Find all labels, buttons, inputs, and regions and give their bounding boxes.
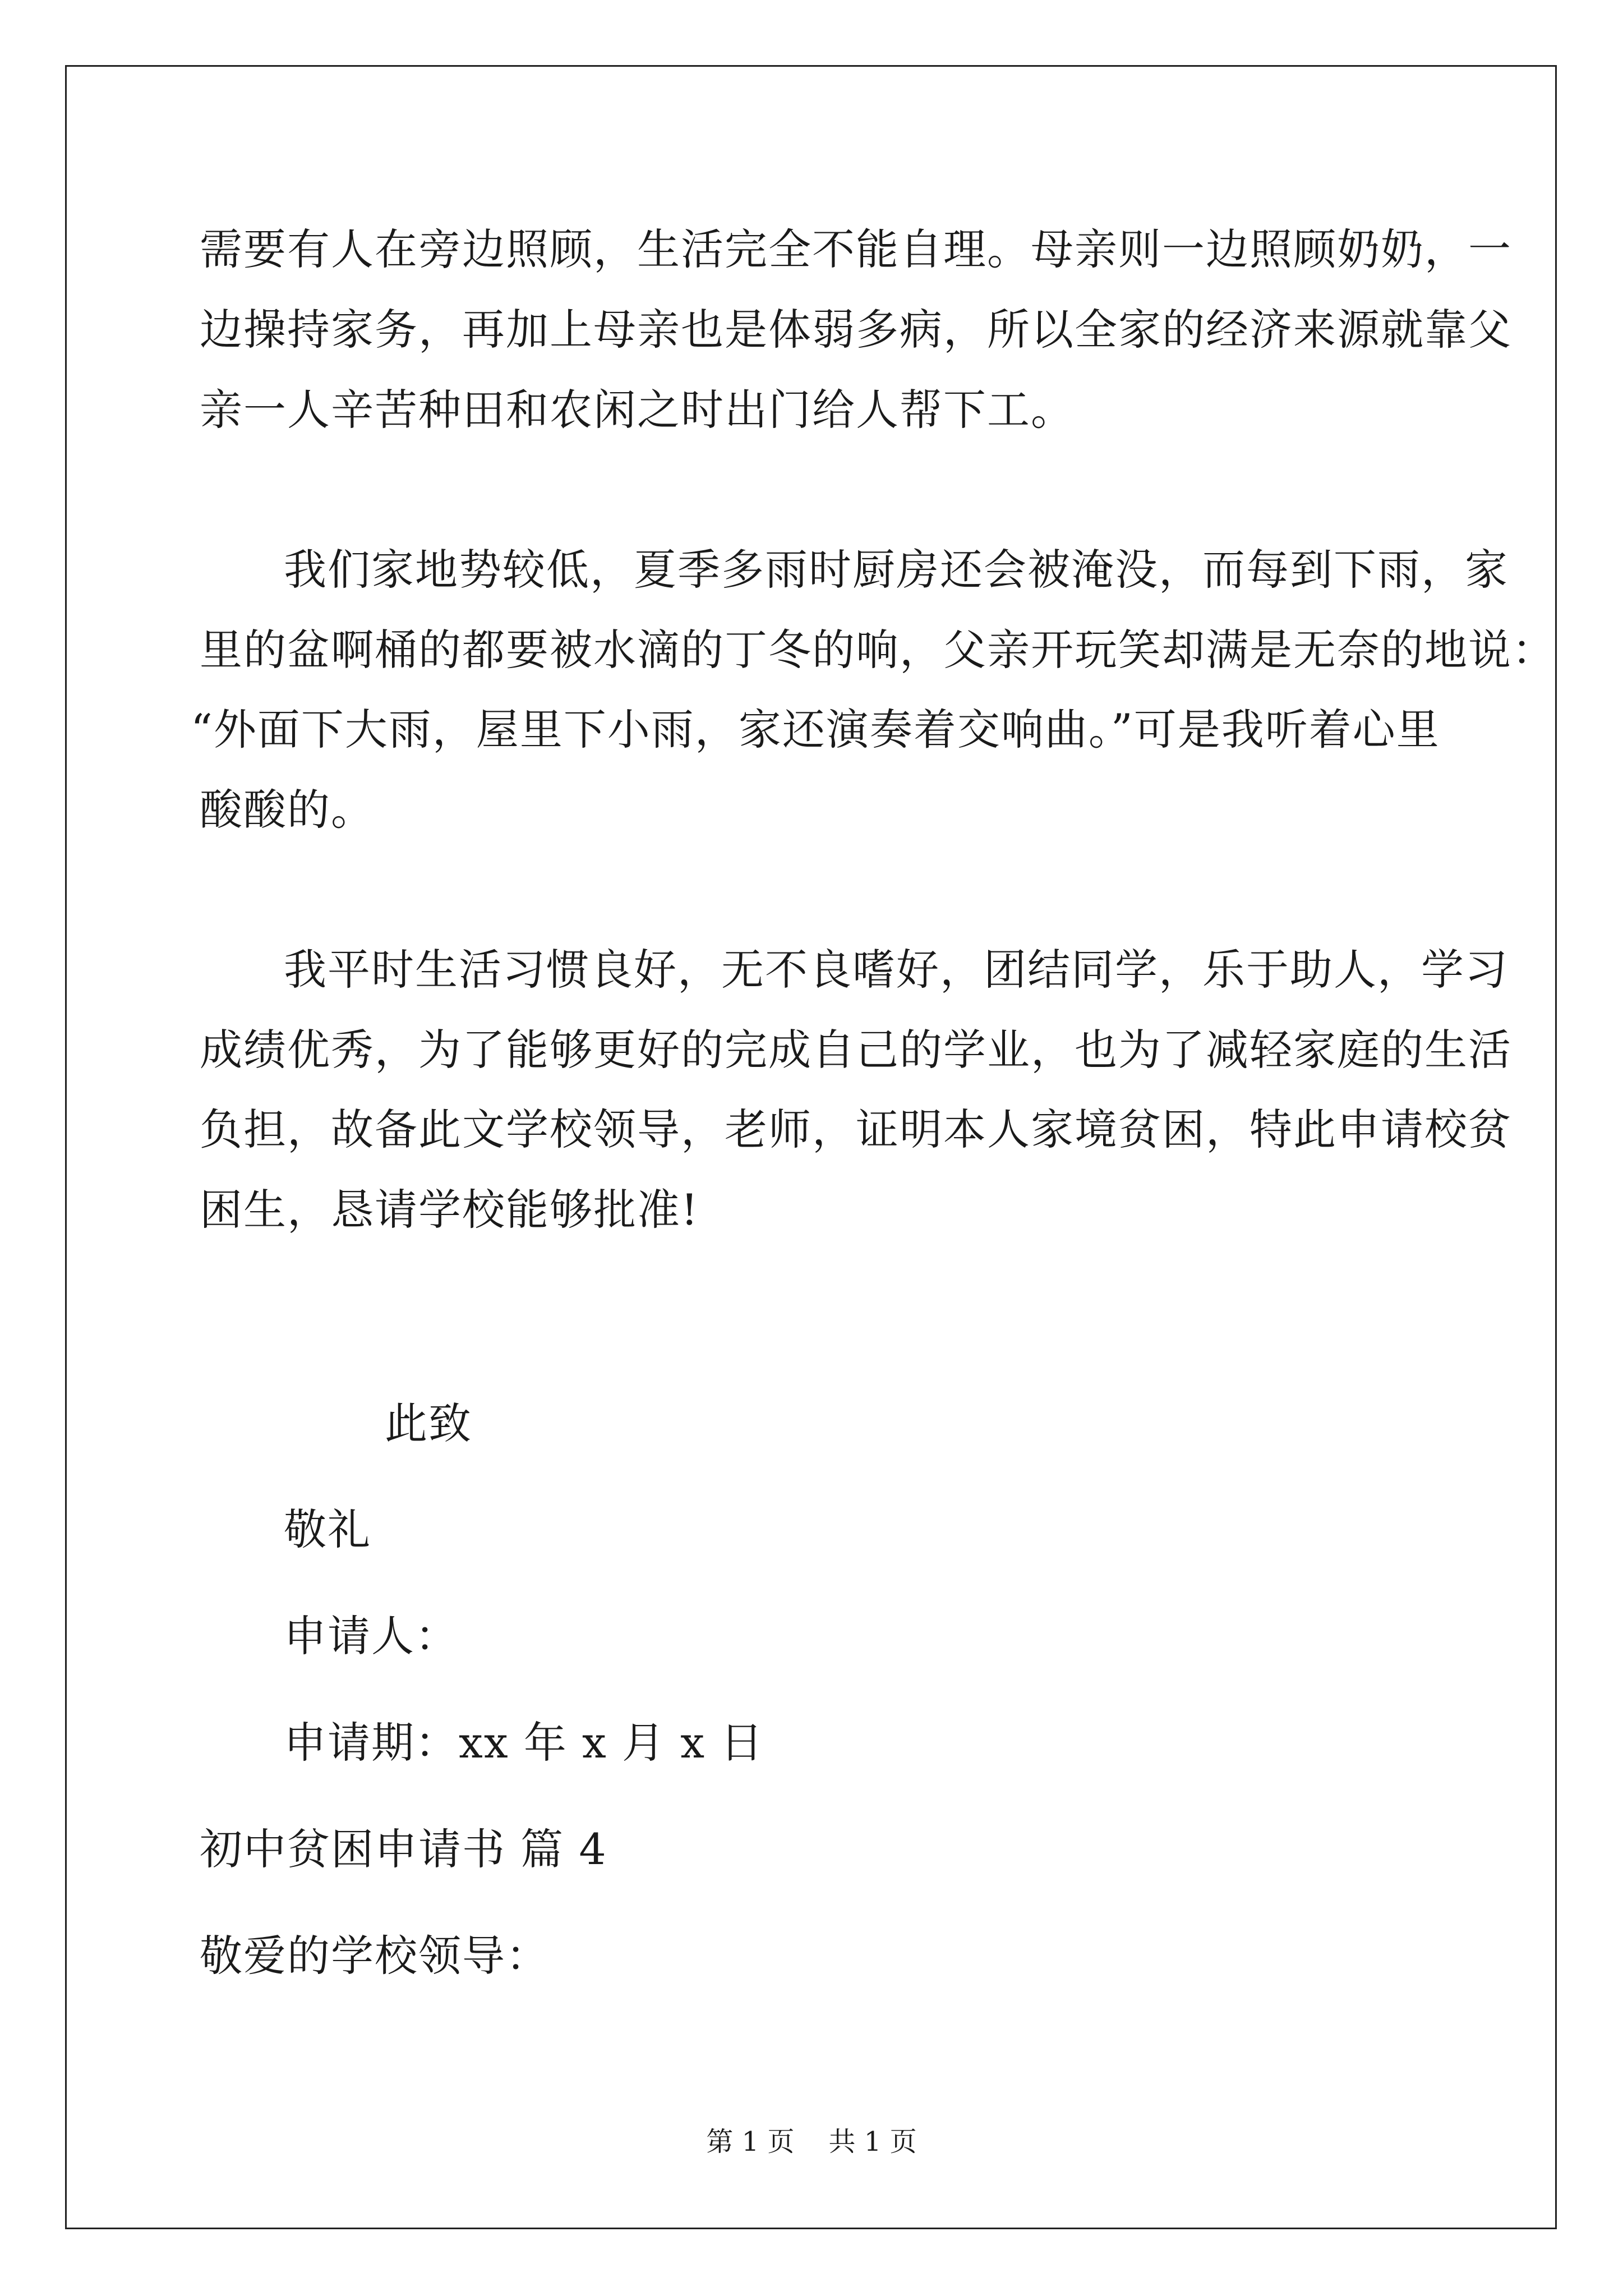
paragraph-line: 酸酸的。	[200, 785, 375, 835]
applicant-line: 申请人：	[284, 1611, 459, 1661]
salutation-line: 此致	[385, 1398, 472, 1448]
paragraph-line: 困生，恳请学校能够批准!	[200, 1185, 699, 1235]
paragraph-line: 成绩优秀，为了能够更好的完成自己的学业，也为了减轻家庭的生活	[200, 1025, 1512, 1075]
paragraph-line: 边操持家务，再加上母亲也是体弱多病，所以全家的经济来源就靠父	[200, 305, 1512, 355]
section-heading: 初中贫困申请书 篇 4	[200, 1824, 607, 1874]
paragraph-line: 亲一人辛苦种田和农闲之时出门给人帮下工。	[200, 385, 1075, 435]
paragraph-line: 需要有人在旁边照顾，生活完全不能自理。母亲则一边照顾奶奶，一	[200, 224, 1512, 274]
date-line: 申请期：xx 年 x 月 x 日	[284, 1718, 764, 1768]
closing-line: 敬礼	[284, 1504, 371, 1554]
paragraph-line: 我们家地势较低，夏季多雨时厨房还会被淹没，而每到下雨，家	[284, 545, 1509, 595]
greeting-line: 敬爱的学校领导：	[200, 1931, 550, 1981]
paragraph-line: 里的盆啊桶的都要被水滴的丁冬的响，父亲开玩笑却满是无奈的地说：	[200, 625, 1556, 675]
paragraph-line: 负担，故备此文学校领导，老师，证明本人家境贫困，特此申请校贫	[200, 1105, 1512, 1154]
paragraph-line: 我平时生活习惯良好，无不良嗜好，团结同学，乐于助人，学习	[284, 945, 1509, 995]
page-number: 第 1 页 共 1 页	[706, 2126, 917, 2157]
paragraph-line: “外面下大雨，屋里下小雨，家还演奏着交响曲。”可是我听着心里	[191, 705, 1440, 754]
